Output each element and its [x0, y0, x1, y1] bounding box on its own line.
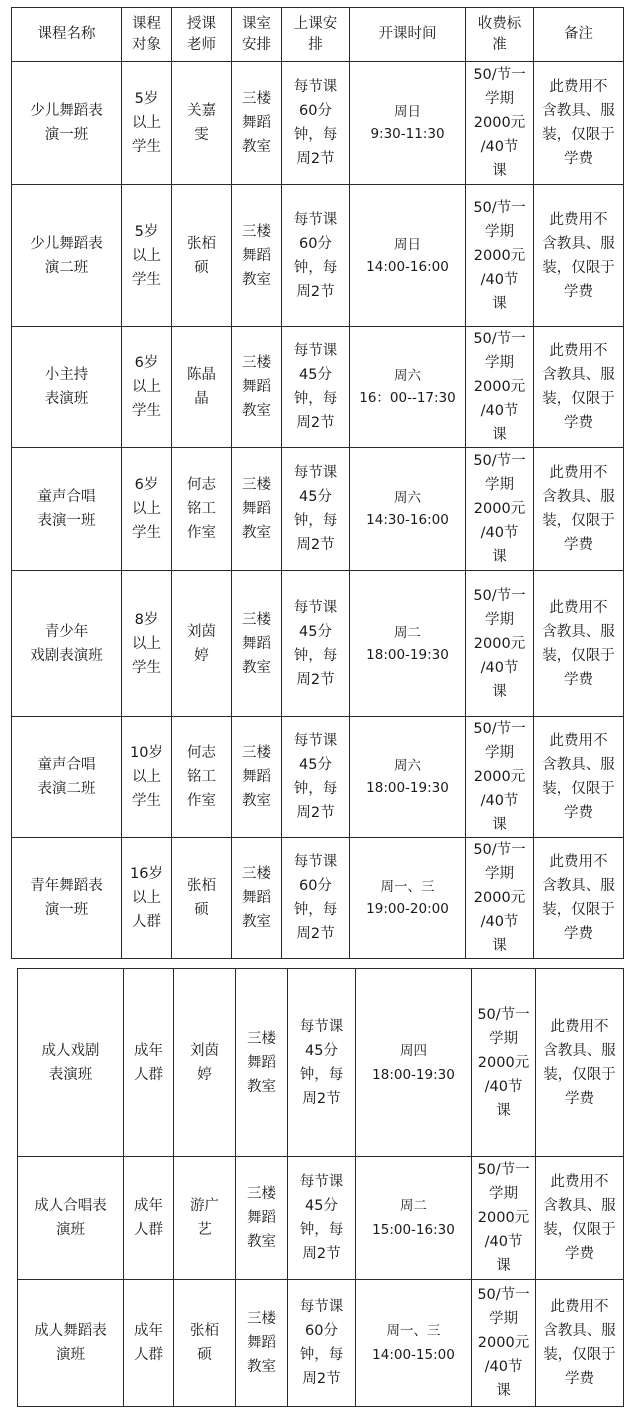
header-fee: 收费标 准 [466, 8, 534, 62]
header-target: 课程 对象 [122, 8, 172, 62]
schedule-cell: 每节课 45分 钟，每 周2节 [282, 717, 350, 838]
target-cell: 10岁 以上 学生 [122, 717, 172, 838]
target-cell: 8岁 以上 学生 [122, 571, 172, 717]
teacher-cell: 刘茵 婷 [174, 969, 236, 1157]
header-row [12, 8, 624, 62]
target-cell: 5岁 以上 学生 [122, 185, 172, 327]
course-name-cell: 童声合唱 表演一班 [12, 448, 122, 571]
target-cell: 成年 人群 [124, 969, 174, 1157]
course-name-cell: 成人舞蹈表 演班 [18, 1280, 124, 1407]
room-cell: 三楼 舞蹈 教室 [232, 717, 282, 838]
room-cell: 三楼 舞蹈 教室 [232, 448, 282, 571]
schedule-cell: 每节课 60分 钟，每 周2节 [288, 1280, 356, 1407]
target-cell: 6岁 以上 学生 [122, 327, 172, 448]
teacher-cell: 张栢 硕 [172, 185, 232, 327]
fee-cell: 50/节一 学期 2000元 /40节 课 [466, 185, 534, 327]
time-cell: 周六 18:00-19:30 [350, 717, 466, 838]
fee-cell: 50/节一 学期 2000元 /40节 课 [466, 62, 534, 185]
table-row [12, 571, 624, 717]
time-cell: 周一、三 19:00-20:00 [350, 838, 466, 959]
schedule-cell: 每节课 60分 钟，每 周2节 [282, 838, 350, 959]
schedule-cell: 每节课 45分 钟，每 周2节 [288, 1157, 356, 1280]
header-time: 开课时间 [350, 8, 466, 62]
course-name-cell: 成人合唱表 演班 [18, 1157, 124, 1280]
course-name-cell: 小主持 表演班 [12, 327, 122, 448]
table-row [18, 1157, 624, 1280]
room-cell: 三楼 舞蹈 教室 [232, 571, 282, 717]
schedule-cell: 每节课 45分 钟，每 周2节 [282, 327, 350, 448]
table-row [18, 969, 624, 1157]
header-room: 课室 安排 [232, 8, 282, 62]
note-cell: 此费用不 含教具、服 装，仅限于 学费 [536, 1280, 624, 1407]
target-cell: 成年 人群 [124, 1157, 174, 1280]
schedule-cell: 每节课 45分 钟，每 周2节 [288, 969, 356, 1157]
target-cell: 成年 人群 [124, 1280, 174, 1407]
note-cell: 此费用不 含教具、服 装，仅限于 学费 [536, 969, 624, 1157]
table-row [12, 838, 624, 959]
table-row [12, 717, 624, 838]
note-cell: 此费用不 含教具、服 装，仅限于 学费 [534, 717, 624, 838]
teacher-cell: 何志 铭工 作室 [172, 717, 232, 838]
time-cell: 周六 14:30-16:00 [350, 448, 466, 571]
schedule-cell: 每节课 45分 钟，每 周2节 [282, 571, 350, 717]
time-cell: 周一、三 14:00-15:00 [356, 1280, 472, 1407]
fee-cell: 50/节一 学期 2000元 /40节 课 [472, 969, 536, 1157]
teacher-cell: 游广 艺 [174, 1157, 236, 1280]
table-row [12, 448, 624, 571]
teacher-cell: 何志 铭工 作室 [172, 448, 232, 571]
time-cell: 周日 14:00-16:00 [350, 185, 466, 327]
course-table-2 [17, 968, 624, 1407]
fee-cell: 50/节一 学期 2000元 /40节 课 [466, 571, 534, 717]
room-cell: 三楼 舞蹈 教室 [232, 62, 282, 185]
time-cell: 周日 9:30-11:30 [350, 62, 466, 185]
time-cell: 周四 18:00-19:30 [356, 969, 472, 1157]
note-cell: 此费用不 含教具、服 装，仅限于 学费 [534, 62, 624, 185]
table-row [12, 185, 624, 327]
teacher-cell: 陈晶 晶 [172, 327, 232, 448]
header-teacher: 授课 老师 [172, 8, 232, 62]
teacher-cell: 张栢 硕 [174, 1280, 236, 1407]
course-name-cell: 童声合唱 表演二班 [12, 717, 122, 838]
fee-cell: 50/节一 学期 2000元 /40节 课 [466, 838, 534, 959]
fee-cell: 50/节一 学期 2000元 /40节 课 [472, 1280, 536, 1407]
course-name-cell: 少儿舞蹈表 演一班 [12, 62, 122, 185]
fee-cell: 50/节一 学期 2000元 /40节 课 [466, 717, 534, 838]
room-cell: 三楼 舞蹈 教室 [232, 838, 282, 959]
header-note: 备注 [534, 8, 624, 62]
time-cell: 周二 18:00-19:30 [350, 571, 466, 717]
header-course-name: 课程名称 [12, 8, 122, 62]
note-cell: 此费用不 含教具、服 装，仅限于 学费 [534, 838, 624, 959]
fee-cell: 50/节一 学期 2000元 /40节 课 [472, 1157, 536, 1280]
course-table-1 [11, 7, 624, 959]
room-cell: 三楼 舞蹈 教室 [236, 1157, 288, 1280]
target-cell: 5岁 以上 学生 [122, 62, 172, 185]
table-row [18, 1280, 624, 1407]
target-cell: 16岁 以上 人群 [122, 838, 172, 959]
course-name-cell: 成人戏剧 表演班 [18, 969, 124, 1157]
header-schedule: 上课安 排 [282, 8, 350, 62]
teacher-cell: 张栢 硕 [172, 838, 232, 959]
course-name-cell: 青年舞蹈表 演一班 [12, 838, 122, 959]
room-cell: 三楼 舞蹈 教室 [236, 969, 288, 1157]
schedule-cell: 每节课 60分 钟，每 周2节 [282, 62, 350, 185]
teacher-cell: 刘茵 婷 [172, 571, 232, 717]
table-row [12, 327, 624, 448]
room-cell: 三楼 舞蹈 教室 [232, 327, 282, 448]
note-cell: 此费用不 含教具、服 装，仅限于 学费 [534, 327, 624, 448]
note-cell: 此费用不 含教具、服 装，仅限于 学费 [534, 185, 624, 327]
table-row [12, 62, 624, 185]
course-name-cell: 青少年 戏剧表演班 [12, 571, 122, 717]
fee-cell: 50/节一 学期 2000元 /40节 课 [466, 448, 534, 571]
note-cell: 此费用不 含教具、服 装，仅限于 学费 [534, 448, 624, 571]
room-cell: 三楼 舞蹈 教室 [236, 1280, 288, 1407]
time-cell: 周六 16：00--17:30 [350, 327, 466, 448]
note-cell: 此费用不 含教具、服 装，仅限于 学费 [534, 571, 624, 717]
target-cell: 6岁 以上 学生 [122, 448, 172, 571]
fee-cell: 50/节一 学期 2000元 /40节 课 [466, 327, 534, 448]
room-cell: 三楼 舞蹈 教室 [232, 185, 282, 327]
course-name-cell: 少儿舞蹈表 演二班 [12, 185, 122, 327]
schedule-cell: 每节课 45分 钟，每 周2节 [282, 448, 350, 571]
time-cell: 周二 15:00-16:30 [356, 1157, 472, 1280]
teacher-cell: 关嘉 雯 [172, 62, 232, 185]
note-cell: 此费用不 含教具、服 装，仅限于 学费 [536, 1157, 624, 1280]
schedule-cell: 每节课 60分 钟，每 周2节 [282, 185, 350, 327]
